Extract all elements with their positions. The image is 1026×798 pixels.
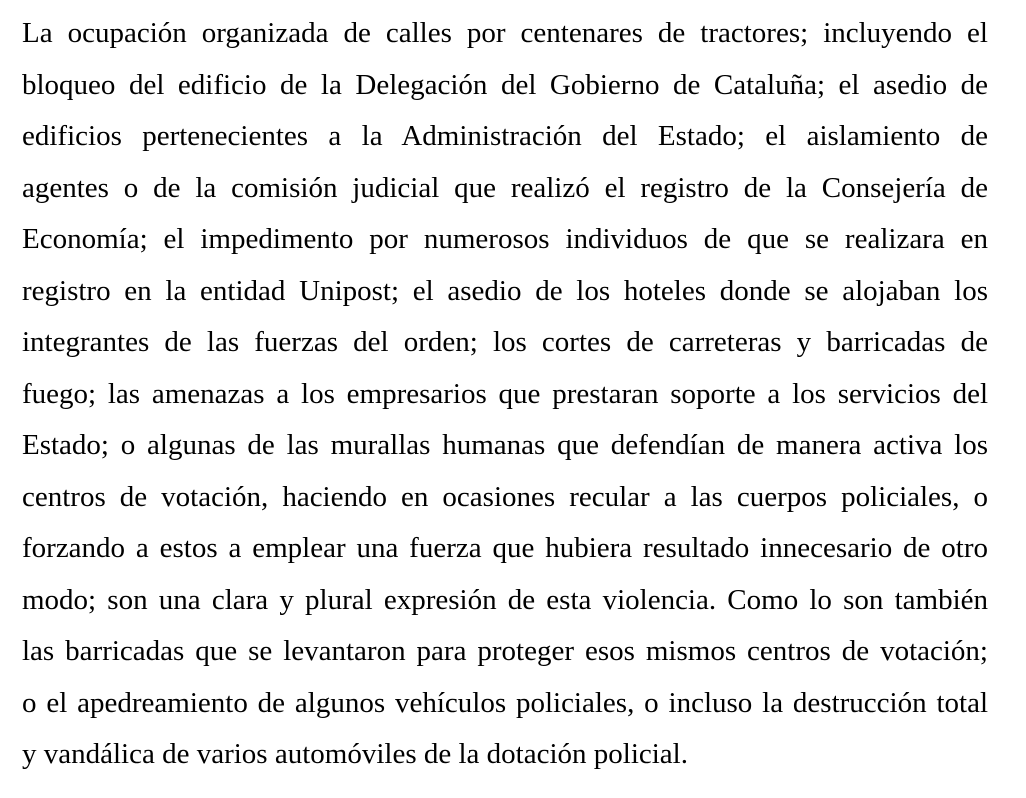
text-line: o el apedreamiento de algunos vehículos policiales, o incluso la destrucción total xyxy=(22,686,988,719)
text-line: edificios pertenecientes a la Administración del Estado; el aislamiento de xyxy=(22,120,988,152)
text-line-last: y vandálica de varios automóviles de la dotación policial. xyxy=(22,738,688,770)
text-line: las barricadas que se levantaron para proteger esos mismos centros de votación; xyxy=(22,635,988,667)
text-line: registro en la entidad Unipost; el asedio de los hoteles donde se alojaban los xyxy=(22,274,988,307)
text-line: Estado; o algunas de las murallas humanas que defendían de manera activa los xyxy=(22,429,988,461)
text-line: La ocupación organizada de calles por centenares de tractores; incluyendo el xyxy=(22,17,988,49)
text-line: integrantes de las fuerzas del orden; los cortes de carreteras y barricadas de xyxy=(22,326,988,358)
text-line: centros de votación, haciendo en ocasiones recular a las cuerpos policiales, o xyxy=(22,480,988,513)
text-line: agentes o de la comisión judicial que realizó el registro de la Consejería de xyxy=(22,171,988,204)
body-paragraph xyxy=(22,8,988,781)
text-line: fuego; las amenazas a los empresarios que prestaran soporte a los servicios del xyxy=(22,377,988,410)
text-line: Economía; el impedimento por numerosos individuos de que se realizara en xyxy=(22,223,988,255)
text-line: modo; son una clara y plural expresión de esta violencia. Como lo son también xyxy=(22,583,988,616)
text-line: bloqueo del edificio de la Delegación del Gobierno de Cataluña; el asedio de xyxy=(22,68,988,101)
text-line: forzando a estos a emplear una fuerza que hubiera resultado innecesario de otro xyxy=(22,532,988,564)
document-page xyxy=(22,8,988,781)
